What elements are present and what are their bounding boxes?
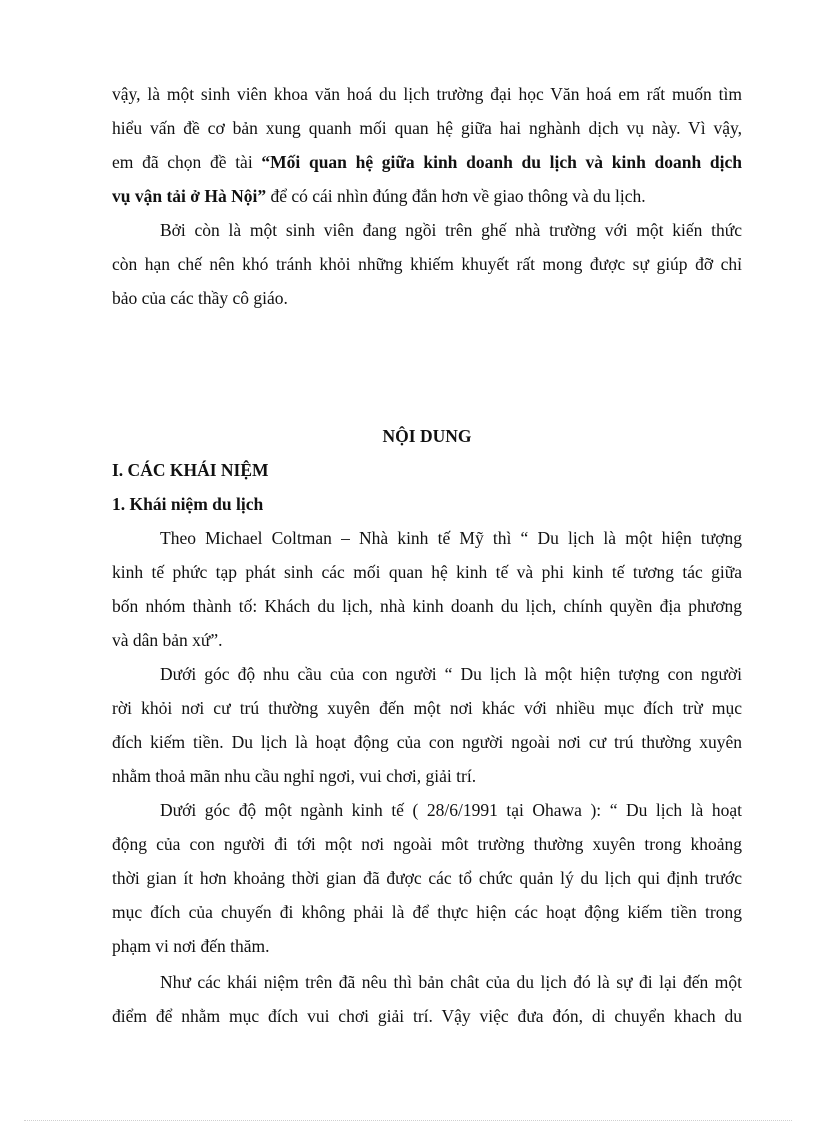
paragraph-intro-line-1: vậy, là một sinh viên khoa văn hoá du lịch trường đại học Văn hoá em rất muốn tìm [112,84,742,104]
paragraph-5-line-2: động của con người đi tới một nơi ngoài môt trường thường xuyên trong khoảng [112,834,742,854]
page-bottom-divider [24,1120,792,1121]
section-title: I. CÁC KHÁI NIỆM [112,460,269,480]
paragraph-6-line-1: Như các khái niệm trên đã nêu thì bản chât của du lịch đó là sự đi lại đến một [160,972,742,992]
paragraph-intro-line-2: hiểu vấn đề cơ bản xung quanh mối quan hệ giữa hai nghành dịch vụ này. Vì vậy, [112,118,742,138]
topic-title-bold: “Mối quan hệ giữa kinh doanh du lịch và kinh doanh dịch [261,152,742,172]
paragraph-4-line-3: đích kiếm tiền. Du lịch là hoạt động của con người ngoài nơi cư trú thường xuyên [112,732,742,752]
paragraph-5-line-5: phạm vi nơi đến thăm. [112,936,270,956]
intro-text-end: để có cái nhìn đúng đắn hơn về giao thông và du lịch. [266,186,646,206]
paragraph-2-line-3: bảo của các thầy cô giáo. [112,288,288,308]
subsection-title: 1. Khái niệm du lịch [112,494,264,514]
paragraph-5-line-3: thời gian ít hơn khoảng thời gian đã được các tổ chức quản lý du lịch qui định trước [112,868,742,888]
topic-title-bold-end: vụ vận tải ở Hà Nội” [112,186,267,206]
paragraph-4-line-2: rời khỏi nơi cư trú thường xuyên đến một nơi khác với nhiều mục đích trừ mục [112,698,742,718]
paragraph-3-line-2: kinh tế phức tạp phát sinh các mối quan hệ kinh tế và phi kinh tế tương tác giữa [112,562,742,582]
intro-text: em đã chọn đề tài [112,152,262,172]
paragraph-3-line-3: bốn nhóm thành tố: Khách du lịch, nhà kinh doanh du lịch, chính quyền địa phương [112,596,742,616]
paragraph-5-line-4: mục đích của chuyến đi không phải là để thực hiện các hoạt động kiếm tiền trong [112,902,742,922]
paragraph-3-line-4: và dân bản xứ”. [112,630,223,650]
paragraph-2-line-2: còn hạn chế nên khó tránh khỏi những khiếm khuyết rất mong được sự giúp đỡ chỉ [112,254,742,274]
paragraph-3-line-1: Theo Michael Coltman – Nhà kinh tế Mỹ thì “ Du lịch là một hiện tượng [160,528,742,548]
paragraph-5-line-1: Dưới góc độ một ngành kinh tế ( 28/6/1991 tại Ohawa ): “ Du lịch là hoạt [160,800,742,820]
paragraph-4-line-4: nhằm thoả mãn nhu cầu nghỉ ngơi, vui chơi, giải trí. [112,766,477,786]
paragraph-6-line-2: điểm để nhằm mục đích vui chơi giải trí. Vậy việc đưa đón, di chuyển khach du [112,1006,742,1026]
paragraph-intro-line-3 [112,150,742,174]
paragraph-2-line-1: Bởi còn là một sinh viên đang ngồi trên ghế nhà trường với một kiến thức [160,220,742,240]
paragraph-intro-line-4 [112,184,742,208]
content-heading: NỘI DUNG [382,426,472,446]
paragraph-4-line-1: Dưới góc độ nhu cầu của con người “ Du lịch là một hiện tượng con người [160,664,742,684]
